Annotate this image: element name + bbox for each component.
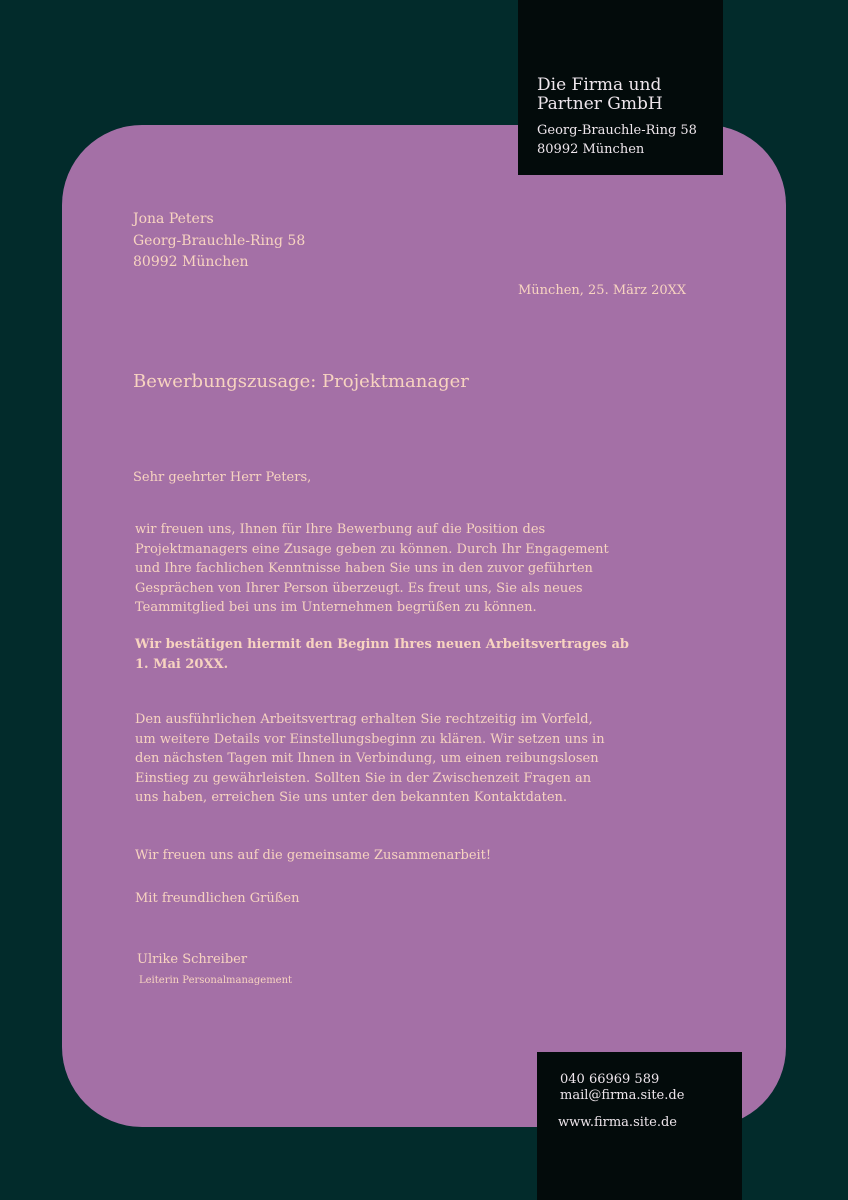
letter-date: München, 25. März 20XX: [518, 283, 687, 298]
signer-name: Ulrike Schreiber: [137, 952, 248, 967]
company-header-box: [518, 0, 723, 175]
paragraph-line: Den ausführlichen Arbeitsvertrag erhalten Sie rechtzeitig im Vorfeld,: [135, 712, 593, 727]
recipient-city: 80992 München: [133, 254, 249, 270]
paragraph-line: Projektmanagers eine Zusage geben zu können. Durch Ihr Engagement: [135, 541, 609, 557]
company-name-line2: Partner GmbH: [537, 94, 663, 114]
paragraph-line: 1. Mai 20XX.: [135, 656, 229, 672]
paragraph-line: und Ihre fachlichen Kenntnisse haben Sie uns in den zuvor geführten: [135, 561, 593, 576]
company-address: [537, 121, 723, 159]
greeting: Mit freundlichen Grüßen: [135, 891, 300, 906]
contact-email[interactable]: mail@firma.site.de: [560, 1088, 685, 1103]
recipient-street: Georg-Brauchle-Ring 58: [133, 232, 306, 249]
contact-footer-box: [537, 1052, 742, 1200]
signer-title: Leiterin Personalmanagement: [139, 975, 293, 986]
company-street: Georg-Brauchle-Ring 58: [537, 123, 697, 138]
body-paragraph-3: [135, 710, 605, 808]
paragraph-line: den nächsten Tagen mit Ihnen in Verbindung, um einen reibungslosen: [135, 751, 599, 766]
paragraph-line: Einstieg zu gewährleisten. Sollten Sie in der Zwischenzeit Fragen an: [135, 770, 592, 786]
letter-subject: Bewerbungszusage: Projektmanager: [133, 371, 469, 392]
body-paragraph-2: [135, 635, 629, 674]
closing-line: Wir freuen uns auf die gemeinsame Zusammenarbeit!: [135, 848, 492, 863]
body-paragraph-1: [135, 520, 609, 618]
company-name-line1: Die Firma und: [537, 75, 662, 95]
contact-website[interactable]: www.firma.site.de: [558, 1115, 677, 1130]
company-city: 80992 München: [537, 142, 645, 157]
recipient-address: [133, 209, 305, 274]
paragraph-line: wir freuen uns, Ihnen für Ihre Bewerbung auf die Position des: [135, 522, 546, 537]
paragraph-line: um weitere Details vor Einstellungsbeginn zu klären. Wir setzen uns in: [135, 731, 605, 747]
company-name: [537, 76, 723, 114]
paragraph-line: uns haben, erreichen Sie uns unter den bekannten Kontaktdaten.: [135, 790, 568, 805]
paragraph-line: Teammitglied bei uns im Unternehmen begrüßen zu können.: [135, 600, 537, 615]
contact-phone: 040 66969 589: [560, 1072, 660, 1087]
recipient-name: Jona Peters: [133, 211, 214, 227]
paragraph-line: Wir bestätigen hiermit den Beginn Ihres neuen Arbeitsvertrages ab: [135, 637, 630, 652]
paragraph-line: Gesprächen von Ihrer Person überzeugt. Es freut uns, Sie als neues: [135, 580, 583, 596]
salutation: Sehr geehrter Herr Peters,: [133, 470, 312, 485]
